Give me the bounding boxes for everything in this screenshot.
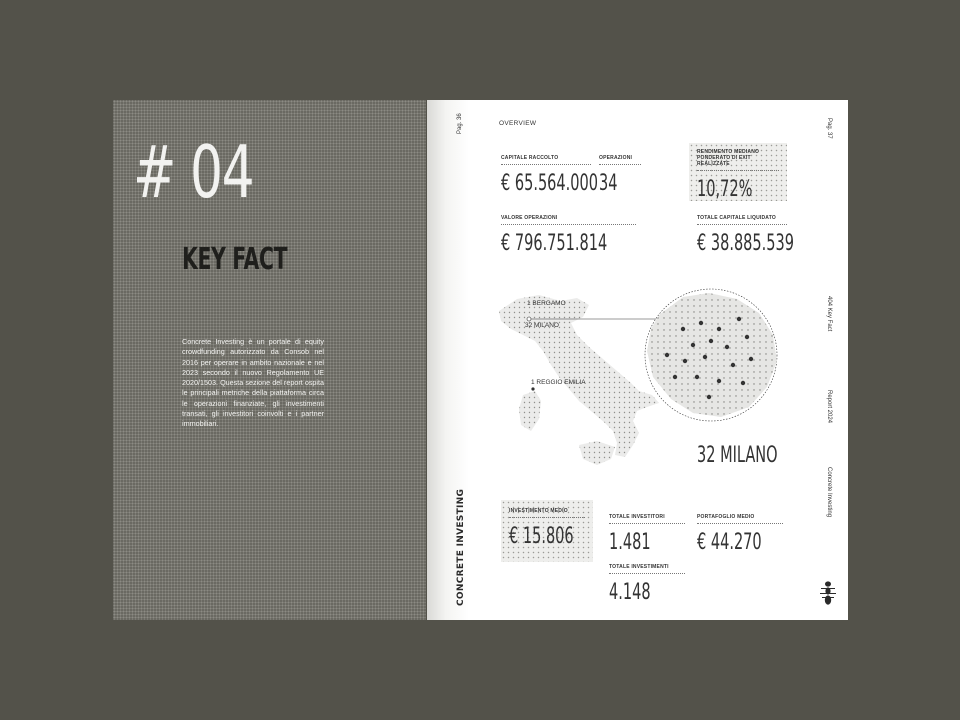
map-label-reggio-emilia: 1 REGGIO EMILIA <box>531 379 586 386</box>
page-number-left: Pag. 36 <box>457 113 463 134</box>
section-title: KEY FACT <box>182 242 288 277</box>
highlight-city-label: 32 MILANO <box>697 443 778 468</box>
map-label-milano: 32 MILANO <box>525 322 559 329</box>
side-label-report: Report 2024 <box>826 390 832 424</box>
stat-value: 34 <box>599 171 618 196</box>
stat-value: € 796.751.814 <box>501 231 608 256</box>
stat-rendimento <box>697 149 779 202</box>
stat-investimento-medio <box>509 508 585 549</box>
stat-label: RENDIMENTO MEDIANO PONDERATO DI EXIT REALIZZATE <box>697 149 779 171</box>
stat-totale-investimenti <box>609 564 685 605</box>
stat-value: 1.481 <box>609 530 651 555</box>
side-label-key-fact: 404 Key Fact <box>826 296 832 332</box>
brand-logo-icon <box>820 580 836 606</box>
stat-value: € 65.564.000 <box>501 171 598 196</box>
stat-portafoglio-medio <box>697 514 783 555</box>
stat-label: OPERAZIONI <box>599 155 641 165</box>
stat-value: € 15.806 <box>509 524 574 549</box>
stat-label: PORTAFOGLIO MEDIO <box>697 514 783 524</box>
sardinia-shape <box>519 391 541 431</box>
right-page <box>427 100 848 620</box>
stat-capitale-raccolto <box>501 155 598 196</box>
map-label-bergamo: 1 BERGAMO <box>527 300 566 307</box>
stat-value: 10,72% <box>697 177 753 202</box>
stat-label: CAPITALE RACCOLTO <box>501 155 591 165</box>
stat-totale-investitori <box>609 514 685 555</box>
intro-paragraph: Concrete Investing è un portale di equity crowdfunding autorizzato da Consob nel 2016 per operare in ambito nazionale e nel 2023 secondo il nuovo Regolamento UE 2020/1503. Questa sezione del report ospita le principali metriche della piattaforma circa le operazioni finanziate, gli investimenti transati, gli investitori coinvolti e i partner immobiliari. <box>182 337 324 429</box>
stat-value: € 38.885.539 <box>697 231 794 256</box>
section-label-overview: OVERVIEW <box>499 120 537 127</box>
page-number-right: Pag. 37 <box>826 118 832 139</box>
stat-label: VALORE OPERAZIONI <box>501 215 636 225</box>
stat-value: 4.148 <box>609 580 651 605</box>
stat-valore-operazioni <box>501 215 636 256</box>
left-page <box>113 100 426 620</box>
stat-label: TOTALE CAPITALE LIQUIDATO <box>697 215 787 225</box>
stat-operazioni <box>599 155 641 196</box>
stat-label: TOTALE INVESTITORI <box>609 514 685 524</box>
stat-label: INVESTIMENTO MEDIO <box>509 508 585 518</box>
stat-label: TOTALE INVESTIMENTI <box>609 564 685 574</box>
chapter-number: # 04 <box>133 130 254 214</box>
spine-brand: CONCRETE INVESTING <box>456 488 466 606</box>
stat-value: € 44.270 <box>697 530 762 555</box>
side-label-brand: Concrete Investing <box>826 467 832 518</box>
sicily-shape <box>579 441 615 465</box>
stat-capitale-liquidato <box>697 215 794 256</box>
